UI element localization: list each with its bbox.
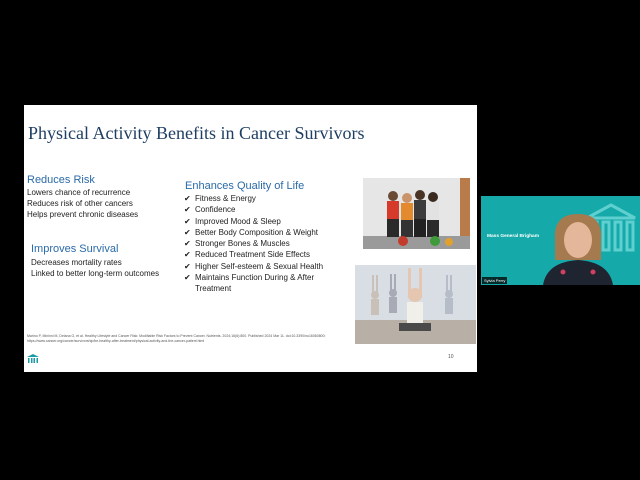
- improves-survival-heading: Improves Survival: [31, 243, 119, 255]
- participant-video-tile[interactable]: [481, 196, 640, 285]
- quality-of-life-heading: Enhances Quality of Life: [185, 180, 305, 192]
- slide-title: Physical Activity Benefits in Cancer Survivors: [28, 123, 365, 143]
- check-icon: ✔: [184, 205, 191, 215]
- list-item: ✔ Confidence: [184, 205, 236, 215]
- list-item: ✔ Improved Mood & Sleep: [184, 216, 281, 226]
- yoga-class-photo: [355, 265, 476, 344]
- check-icon: ✔: [184, 250, 191, 260]
- improves-survival-item: Decreases mortality rates: [31, 258, 122, 267]
- check-icon: ✔: [184, 227, 191, 237]
- check-icon: ✔: [184, 273, 191, 283]
- presentation-slide: [24, 105, 477, 372]
- slide-page-number: 10: [448, 354, 454, 360]
- check-icon: ✔: [184, 239, 191, 249]
- list-item: ✔ Fitness & Energy: [184, 194, 256, 203]
- reduces-risk-item: Helps prevent chronic diseases: [27, 210, 139, 219]
- participant-name-tag: Sylvia Perry: [484, 278, 506, 283]
- reduces-risk-item: Reduces risk of other cancers: [27, 199, 133, 208]
- list-item: ✔ Higher Self-esteem & Sexual Health: [184, 261, 324, 271]
- quality-of-life-list: [184, 193, 323, 295]
- reduces-risk-item: Lowers chance of recurrence: [27, 188, 131, 197]
- list-item: ✔ Reduced Treatment Side Effects: [184, 250, 311, 260]
- mass-general-brigham-logo-icon: [27, 351, 39, 369]
- brand-name: Mass General Brigham: [487, 234, 539, 239]
- check-icon: ✔: [184, 261, 191, 271]
- check-icon: ✔: [184, 216, 191, 226]
- reference-citation: Marino P, Mininni M, Deiana G, et al. Healthy Lifestyle and Cancer Risk: Modifiable Risk Factors to Prevent Cancer. Nutrients. 2024;16(6):800. Published 2024 Mar 11. doi:10.3390/nu16060800; https://www.cancer.org/cancer/survivorship/be-healthy-after-treatment/physical-activity-and-the-cancer-patient.html: [27, 334, 326, 343]
- improves-survival-item: Linked to better long-term outcomes: [31, 269, 160, 278]
- check-icon: ✔: [184, 194, 191, 203]
- gym-group-photo: [363, 178, 470, 249]
- list-item: ✔ Stronger Bones & Muscles: [184, 239, 290, 249]
- list-item: ✔ Better Body Composition & Weight: [184, 227, 319, 237]
- reduces-risk-heading: Reduces Risk: [27, 174, 95, 186]
- speaker-video: [541, 210, 615, 285]
- list-item: ✔ Maintains Function During & After Treatment: [184, 273, 315, 294]
